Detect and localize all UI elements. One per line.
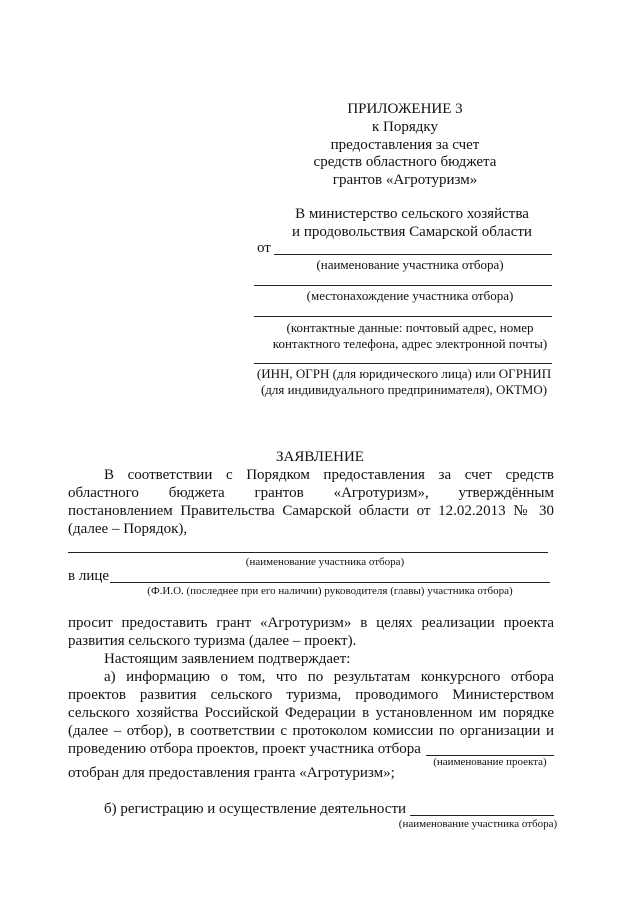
paragraph-1-line-2: областного бюджета грантов «Агротуризм», утверждённым <box>68 485 554 501</box>
appendix-line-5: грантов «Агротуризм» <box>332 172 478 188</box>
hint-ids-line-1: (ИНН, ОГРН (для юридического лица) или ОГРНИП <box>256 366 552 381</box>
item-a-line-1: а) информацию о том, что по результатам конкурсного отбора <box>104 669 554 685</box>
hint-contacts-line-2: контактного телефона, адрес электронной почты) <box>272 336 548 351</box>
item-a-line-2: проектов развития сельского туризма, проводимого Министерством <box>68 687 554 703</box>
addressee-line-2: и продовольствия Самарской области <box>292 224 532 240</box>
paragraph-1-line-3: постановлением Правительства Самарской области от 12.02.2013 № 30 <box>68 503 554 519</box>
hint-participant-name: (наименование участника отбора) <box>316 257 504 272</box>
paragraph-1-line-4: (далее – Порядок), <box>68 521 188 537</box>
appendix-line-2: к Порядку <box>372 119 438 135</box>
contact-details-field[interactable] <box>254 316 552 317</box>
participant-activity-field[interactable] <box>410 815 554 816</box>
addressee-line-1: В министерство сельского хозяйства <box>295 206 529 222</box>
participant-name-line[interactable] <box>68 552 548 553</box>
hint-participant-2: (наименование участника отбора) <box>398 818 558 830</box>
hint-project: (наименование проекта) <box>433 756 547 768</box>
hint-ids-line-2: (для индивидуального предпринимателя), ОКТМО) <box>260 382 548 397</box>
registration-ids-field[interactable] <box>254 363 552 364</box>
representative-fio-field[interactable] <box>110 582 550 583</box>
hint-participant: (наименование участника отбора) <box>245 556 405 568</box>
item-a-line-6: отобран для предоставления гранта «Агротуризм»; <box>68 765 395 781</box>
statement-title: ЗАЯВЛЕНИЕ <box>276 449 364 465</box>
paragraph-1-line-1: В соответствии с Порядком предоставления за счет средств <box>104 467 554 483</box>
paragraph-3: Настоящим заявлением подтверждает: <box>104 651 351 667</box>
participant-location-field[interactable] <box>254 285 552 286</box>
hint-contacts-line-1: (контактные данные: почтовый адрес, номер <box>286 320 534 335</box>
participant-name-field[interactable] <box>274 254 552 255</box>
paragraph-2-line-2: развития сельского туризма (далее – проект). <box>68 633 357 649</box>
paragraph-2-line-1: просит предоставить грант «Агротуризм» в целях реализации проекта <box>68 615 554 631</box>
from-label: от <box>257 240 271 256</box>
item-a-line-4: (далее – отбор), в соответствии с протоколом комиссии по организации и <box>68 723 554 739</box>
hint-participant-location: (местонахождение участника отбора) <box>306 288 514 303</box>
appendix-line-3: предоставления за счет <box>330 137 480 153</box>
appendix-title: ПРИЛОЖЕНИЕ 3 <box>347 101 463 117</box>
in-person-label: в лице <box>68 568 110 584</box>
appendix-line-4: средств областного бюджета <box>313 154 497 170</box>
item-a-line-5: проведению отбора проектов, проект участника отбора <box>68 741 421 757</box>
hint-fio: (Ф.И.О. (последнее при его наличии) руководителя (главы) участника отбора) <box>147 585 513 597</box>
item-a-line-3: сельского хозяйства Российской Федерации в установленном им порядке <box>68 705 554 721</box>
item-b-line-1: б) регистрацию и осуществление деятельности <box>104 801 407 817</box>
